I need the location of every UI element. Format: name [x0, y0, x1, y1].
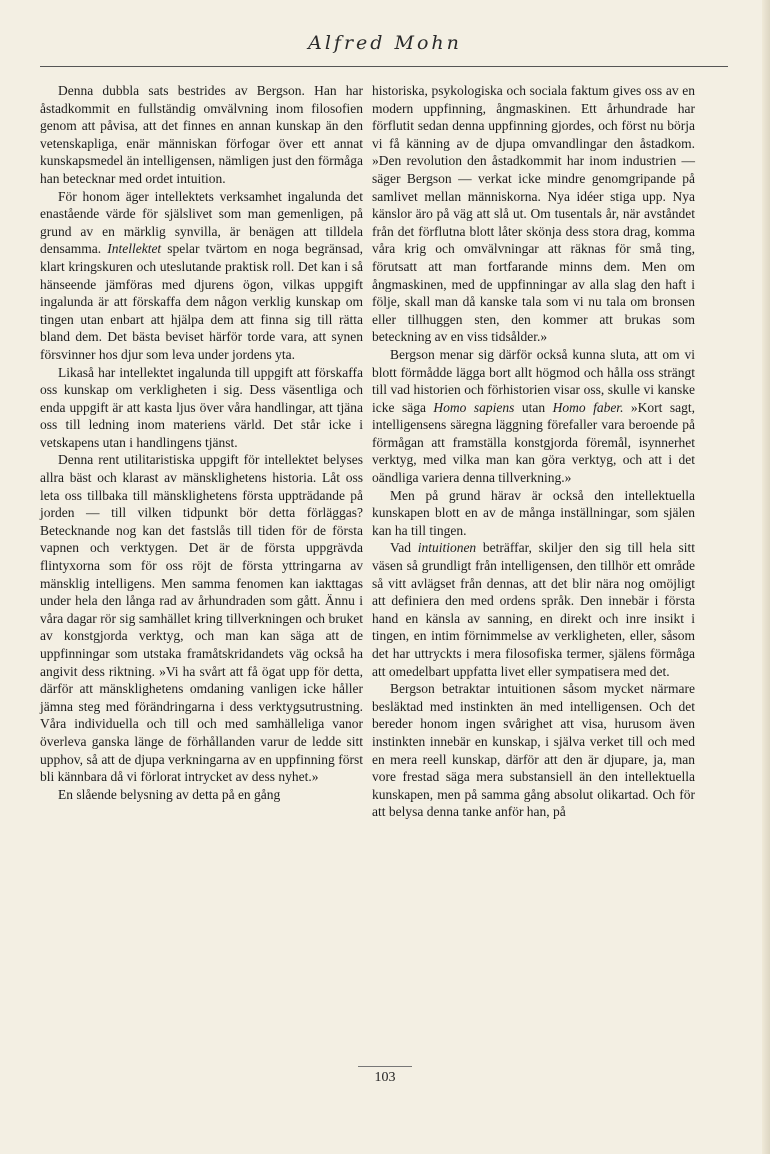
italic-term: intuitionen	[417, 540, 477, 556]
text-run: Bergson betraktar intuitionen såsom mycket närmare besläktad med instinkten än med intelligensen. Och det bereder honom ingen svårighet att visa, hurusom även instinkten innebär en kunskap, i själva verket till och med en mera reell kunskap, därför att den är djupare, ja, man vore frestad säga mera substansiell än den intellektuella kunskapen, men på samma gång absolut olikartad. Och för att belysa denna tanke anför han, på	[372, 681, 695, 820]
page-number: 103	[374, 1070, 396, 1085]
text-run: Denna dubbla sats bestrides av Bergson. Han har åstadkommit en fullständig omvälvning inom filosofien genom att påvisa, att det finnes en annan kunskap än den vetenskapliga, enär människan förfogar över ett annat kunskapsmedel än intelligensen, nämligen just den förmåga han betecknar med ordet intuition.	[40, 83, 363, 186]
italic-term: Homo sapiens	[433, 399, 515, 415]
text-run: Likaså har intellektet ingalunda till uppgift att förskaffa oss kunskap om verkligheten i sig. Dess väsentliga och enda uppgift är att kasta ljus över våra handlingar, att tjäna oss till ledning inom materiens värld. Det står icke i vetskapens utan i handlingens tjänst.	[40, 364, 363, 450]
right-paragraph	[372, 487, 695, 540]
text-run: Men på grund härav är också den intellektuella kunskapen blott en av de många inställningar, som själen kan ha till tingen.	[372, 487, 695, 538]
text-run: spelar tvärtom en noga begränsad, klart kringskuren och uteslutande praktisk roll. Det kan i så hänseende jämföras med djurens ögon, vilkas uppgift ingalunda är att förskaffa dem någon verklig kunskap om tingen utan enbart att hjälpa dem att finna sig till rätta bland dem. Det bästa beviset härför torde vara, att synen försvinner hos djur som leva under jordens yta.	[40, 241, 364, 362]
text-run: utan	[514, 399, 553, 415]
text-run: Bergson menar sig därför också kunna sluta, att om vi blott förmådde lägga bort allt högmod och hålla oss strängt till vad historien och förhistorien visar oss, skulle vi kanske icke säga	[372, 346, 695, 415]
running-header: Alfred Mohn	[308, 32, 462, 54]
left-paragraph	[40, 188, 363, 364]
right-paragraph	[372, 539, 695, 680]
italic-term: Intellektet	[107, 241, 162, 257]
left-paragraph	[40, 82, 363, 188]
folio-rule	[358, 1066, 412, 1067]
italic-term: Homo faber.	[552, 399, 624, 415]
left-paragraph	[40, 451, 363, 785]
text-run: beträffar, skiljer den sig till hela sitt väsen så grundligt från intelligensen, den tillhör ett område så vitt avlägset från dennas, att det blir nära nog omöjligt att definiera den med ordens språk. Den innebär i första hand en känsla av sanning, en direkt och inre insikt i tingen, en intim förnimmelse av verkligheten, eller, såsom det har uttryckts i mera filosofiska termer, själens förmåga att omedelbart uppfatta livet eller sympatisera med det.	[372, 540, 695, 679]
header-rule	[40, 66, 728, 67]
text-run: Vad	[390, 540, 418, 556]
text-run: Denna rent utilitaristiska uppgift för intellektet belyses allra bäst och klarast av mänsklighetens historia. Låt oss leta oss tillbaka till mänsklighetens första uppträdande på jorden — till vilken tidpunkt bör detta förläggas? Betecknande nog kan det fastslås till tiden för de första vapnen och verktygen. Det är de första uppgrävda flintyxorna som för oss röjt de första yttringarna av mänsklig intelligens. Men samma fenomen kan iakttagas under hela den långa rad av århundraden som gått. Ännu i våra dagar rör sig samhället kring tillverkningen och bruket av konstgjorda verktyg, och man kan säga att de uppfinningar som utstaka framåtskridandets väg också ha angivit dess riktning. »Vi ha svårt att få ögat upp för detta, därför att mänsklighetens omdaning vanligen icke håller jämna steg med förändringarna i dess verktygsutrustning. Våra individuella och till och med samhälleliga vanor överleva ganska länge de förhållanden varur de ledde sitt upphov, så att de djupa verkningarna av en uppfinning först bli kännbara då vi förlorat intrycket av dess nyhet.»	[40, 452, 363, 785]
right-paragraph	[372, 82, 695, 346]
right-paragraph	[372, 680, 695, 821]
right-paragraph	[372, 346, 695, 487]
page-edge-shadow	[762, 0, 770, 1154]
text-run: »Kort sagt, intelligensens säregna läggning förefaller vara beroende på förmågan att framställa konstgjorda föremål, isynnerhet verktyg, med vilka man kan göra verktyg, och att i det oändliga variera denna tillverkning.»	[372, 399, 696, 486]
left-paragraph	[40, 786, 363, 804]
text-run: historiska, psykologiska och sociala faktum gives oss av en modern uppfinning, ångmaskinen. Ett århundrade har förflutit sedan denna uppfinning gjordes, och först nu börja vi få känning av de djupa omvandlingar den åstadkom. »Den revolution den åstadkommit har inom industrien — säger Bergson — verkat icke mindre genomgripande på samlivet mellan människorna. Nya idéer stiga upp. Nya känslor äro på väg att slå ut. Om tusentals år, när avståndet från det förflutna blott låter skönja dess stora drag, komma våra krig och omvälvningar att räknas för små ting, förutsatt att man fortfarande minns dem. Men om ångmaskinen, med de uppfinningar av alla slag den haft i följe, skall man då kanske tala som vi nu tala om bronsen eller tillhuggen sten, den kommer att brukas som beteckning av en viss tidsålder.»	[372, 83, 695, 345]
right-column	[372, 82, 695, 821]
text-run: För honom äger intellektets verksamhet ingalunda det enastående värde för själslivet som man gemenligen, på grund av en märklig synvilla, är benägen att tilldela densamma.	[40, 188, 363, 257]
left-paragraph	[40, 364, 363, 452]
text-run: En slående belysning av detta på en gång	[58, 786, 281, 802]
left-column	[40, 82, 363, 803]
